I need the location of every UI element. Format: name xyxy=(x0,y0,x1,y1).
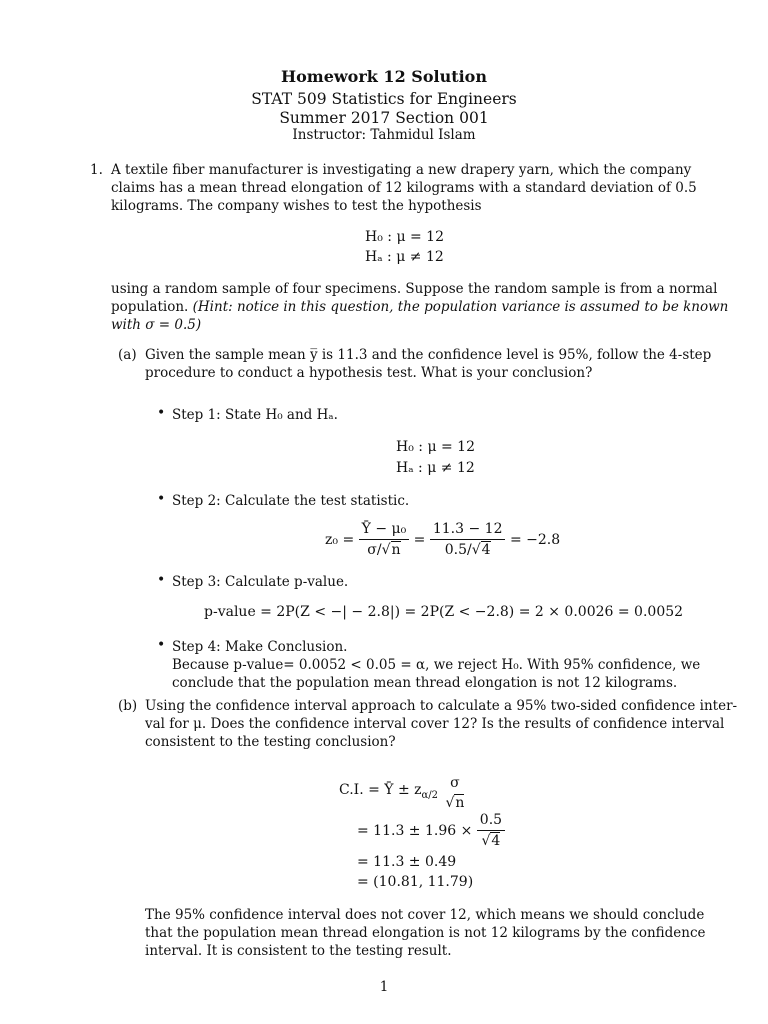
ci-formula-line4: = (10.81, 11.79) xyxy=(357,874,474,890)
ci-line2-denominator: √4 xyxy=(477,830,505,851)
part-b-conclusion-line1: The 95% confidence interval does not cover 12, which means we should conclude xyxy=(145,907,705,923)
z0-den-value: 0.5/√4 xyxy=(430,539,506,560)
step4-text: Step 4: Make Conclusion. xyxy=(172,639,348,655)
bullet-step1: • xyxy=(157,405,166,421)
part-b-question-line1: Using the confidence interval approach to calculate a 95% two-sided confidence inter- xyxy=(145,698,738,714)
hypothesis-null: H₀ : μ = 12 xyxy=(365,229,444,245)
z0-den-sigma: σ/ xyxy=(367,542,382,558)
step3-text: Step 3: Calculate p-value. xyxy=(172,574,349,590)
problem-after-line1: using a random sample of four specimens. Suppose the random sample is from a normal xyxy=(111,281,718,297)
part-a-label: (a) xyxy=(118,347,137,363)
test-statistic-equation xyxy=(325,519,560,560)
part-b-question-line3: consistent to the testing conclusion? xyxy=(145,734,396,750)
ci-numerator: σ xyxy=(450,775,460,791)
problem-intro-line1: A textile fiber manufacturer is investigating a new drapery yarn, which the company xyxy=(111,162,692,178)
z0-den-four: 4 xyxy=(481,542,491,558)
part-b-question-line2: val for μ. Does the confidence interval cover 12? Is the results of confidence interval xyxy=(145,716,725,732)
z0-result: = −2.8 xyxy=(509,531,561,548)
page-title: Homework 12 Solution xyxy=(281,67,487,86)
step1-hypothesis-alternative: Hₐ : μ ≠ 12 xyxy=(396,460,475,476)
z0-equals: = xyxy=(413,531,426,548)
page-number: 1 xyxy=(379,979,389,995)
ci-den-n: n xyxy=(455,795,465,811)
population-text: population. xyxy=(111,299,189,315)
part-b-conclusion-line2: that the population mean thread elongation is not 12 kilograms by the confidence xyxy=(145,925,706,941)
z0-denominator: σ/√n xyxy=(359,539,410,560)
ci-line2-den-four: 4 xyxy=(491,833,501,849)
problem-intro-line2: claims has a mean thread elongation of 12 kilograms with a standard deviation of 0.5 xyxy=(111,180,697,196)
instructor-name: Instructor: Tahmidul Islam xyxy=(292,127,476,143)
z0-den-sd: 0.5/ xyxy=(444,542,472,558)
ci-lhs-text: C.I. = Ȳ ± z xyxy=(339,782,422,799)
z0-lhs: z₀ = xyxy=(325,531,355,548)
ci-line2-fraction xyxy=(477,810,505,851)
part-b-label: (b) xyxy=(118,698,138,714)
part-b-conclusion-line3: interval. It is consistent to the testing result. xyxy=(145,943,452,959)
course-name: STAT 509 Statistics for Engineers xyxy=(251,90,517,108)
bullet-step4: • xyxy=(157,637,166,653)
z0-numerator: Ȳ − μ₀ xyxy=(361,521,407,537)
z0-num-value: 11.3 − 12 xyxy=(432,521,503,537)
hypothesis-alternative: Hₐ : μ ≠ 12 xyxy=(365,249,444,265)
ci-formula-line3: = 11.3 ± 0.49 xyxy=(357,854,457,870)
hint-text-line2: with σ = 0.5) xyxy=(111,317,202,333)
problem-intro-line3: kilograms. The company wishes to test the hypothesis xyxy=(111,198,482,214)
problem-after-line2 xyxy=(111,298,728,316)
step4-line2: conclude that the population mean thread elongation is not 12 kilograms. xyxy=(172,675,678,691)
z0-fraction-symbolic xyxy=(359,519,410,560)
step1-text: Step 1: State H₀ and Hₐ. xyxy=(172,407,338,423)
term-section: Summer 2017 Section 001 xyxy=(279,109,489,127)
z0-fraction-numeric xyxy=(430,519,506,560)
problem-number: 1. xyxy=(90,162,103,178)
part-a-question-line2: procedure to conduct a hypothesis test. What is your conclusion? xyxy=(145,365,593,381)
ci-denominator: √n xyxy=(445,795,465,811)
ci-line2-text: = 11.3 ± 1.96 × xyxy=(357,822,473,839)
ci-formula-line2 xyxy=(357,810,505,851)
step4-line1: Because p-value= 0.0052 < 0.05 = α, we reject H₀. With 95% confidence, we xyxy=(172,657,701,673)
step1-hypothesis-null: H₀ : μ = 12 xyxy=(396,439,475,455)
part-a-question-line1: Given the sample mean y̅ is 11.3 and the confidence level is 95%, follow the 4-step xyxy=(145,347,712,363)
bullet-step2: • xyxy=(157,491,166,507)
ci-subscript: α/2 xyxy=(421,789,439,801)
pvalue-equation: p-value = 2P(Z < −| − 2.8|) = 2P(Z < −2.8) = 2 × 0.0026 = 0.0052 xyxy=(204,604,684,620)
z0-den-n: n xyxy=(391,542,401,558)
ci-formula-line1 xyxy=(339,773,467,813)
step2-text: Step 2: Calculate the test statistic. xyxy=(172,493,410,509)
bullet-step3: • xyxy=(157,572,166,588)
ci-fraction xyxy=(442,773,467,813)
ci-line2-numerator: 0.5 xyxy=(479,812,503,828)
hint-text: (Hint: notice in this question, the population variance is assumed to be known xyxy=(192,299,729,315)
ci-lhs xyxy=(339,780,438,806)
